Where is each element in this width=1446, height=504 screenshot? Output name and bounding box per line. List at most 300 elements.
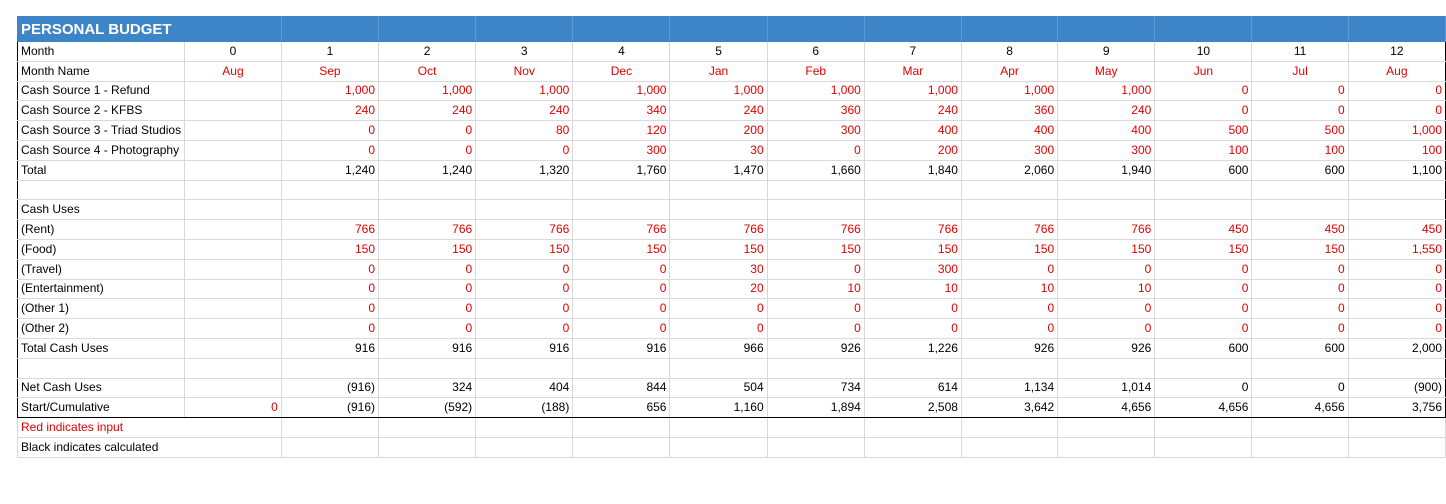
input-cell[interactable]: 0 <box>1058 299 1155 319</box>
input-cell[interactable]: 1,000 <box>670 81 767 101</box>
title-band[interactable] <box>1252 17 1348 42</box>
month-number[interactable]: 10 <box>1155 42 1252 62</box>
calc-cell[interactable]: 2,508 <box>864 398 961 418</box>
input-cell[interactable]: 0 <box>961 319 1057 339</box>
month-number[interactable]: 0 <box>185 42 282 62</box>
input-cell[interactable]: 150 <box>1155 239 1252 259</box>
input-cell[interactable]: 360 <box>961 101 1057 121</box>
input-cell[interactable]: 0 <box>864 319 961 339</box>
empty-cell[interactable] <box>1252 200 1348 220</box>
month-name[interactable]: Jan <box>670 61 767 81</box>
input-cell[interactable]: 450 <box>1348 220 1445 240</box>
calc-cell[interactable]: 600 <box>1252 338 1348 358</box>
row-label[interactable]: Month Name <box>18 61 185 81</box>
input-cell[interactable]: 0 <box>767 140 864 160</box>
calc-cell[interactable]: 1,160 <box>670 398 767 418</box>
row-label[interactable]: Total Cash Uses <box>18 338 185 358</box>
input-cell[interactable]: 0 <box>281 259 378 279</box>
empty-cell[interactable] <box>670 418 767 438</box>
input-cell[interactable]: 400 <box>961 121 1057 141</box>
empty-cell[interactable] <box>573 358 670 378</box>
input-cell[interactable]: 0 <box>767 259 864 279</box>
calc-cell[interactable]: (916) <box>281 378 378 398</box>
input-cell[interactable]: 0 <box>379 319 476 339</box>
month-number[interactable]: 7 <box>864 42 961 62</box>
input-cell[interactable]: 0 <box>1252 101 1348 121</box>
month-name[interactable]: Aug <box>185 61 282 81</box>
input-cell[interactable]: 0 <box>1155 81 1252 101</box>
empty-cell[interactable] <box>379 200 476 220</box>
input-cell[interactable]: 0 <box>1058 319 1155 339</box>
input-cell[interactable]: 300 <box>767 121 864 141</box>
empty-cell[interactable] <box>476 437 573 457</box>
row-label[interactable]: (Rent) <box>18 220 185 240</box>
empty-cell[interactable] <box>961 180 1057 200</box>
empty-cell[interactable] <box>1155 418 1252 438</box>
empty-cell[interactable] <box>670 180 767 200</box>
empty-cell[interactable] <box>476 358 573 378</box>
empty-cell[interactable] <box>767 200 864 220</box>
calc-cell[interactable]: 614 <box>864 378 961 398</box>
empty-cell[interactable] <box>1155 437 1252 457</box>
empty-cell[interactable] <box>18 358 185 378</box>
input-cell[interactable]: 0 <box>1348 299 1445 319</box>
empty-cell[interactable] <box>961 358 1057 378</box>
input-cell[interactable]: 1,000 <box>281 81 378 101</box>
calc-cell[interactable]: 4,656 <box>1252 398 1348 418</box>
empty-cell[interactable] <box>1348 437 1445 457</box>
empty-cell[interactable] <box>185 279 282 299</box>
empty-cell[interactable] <box>767 180 864 200</box>
input-cell[interactable]: 766 <box>379 220 476 240</box>
input-cell[interactable]: 0 <box>573 319 670 339</box>
calc-cell[interactable]: 1,760 <box>573 160 670 180</box>
empty-cell[interactable] <box>1155 358 1252 378</box>
input-cell[interactable]: 0 <box>1155 279 1252 299</box>
input-cell[interactable]: 0 <box>1155 319 1252 339</box>
calc-cell[interactable]: 916 <box>476 338 573 358</box>
input-cell[interactable]: 0 <box>670 299 767 319</box>
input-cell[interactable]: 766 <box>767 220 864 240</box>
title-band[interactable] <box>864 17 961 42</box>
input-cell[interactable]: 240 <box>476 101 573 121</box>
sheet-title[interactable]: PERSONAL BUDGET <box>18 17 282 42</box>
row-label[interactable]: (Food) <box>18 239 185 259</box>
input-cell[interactable]: 1,000 <box>1348 121 1445 141</box>
title-band[interactable] <box>670 17 767 42</box>
input-cell[interactable]: 400 <box>864 121 961 141</box>
empty-cell[interactable] <box>185 259 282 279</box>
input-cell[interactable]: 150 <box>1058 239 1155 259</box>
input-cell[interactable]: 300 <box>961 140 1057 160</box>
calc-cell[interactable]: 1,320 <box>476 160 573 180</box>
calc-cell[interactable]: 916 <box>379 338 476 358</box>
input-cell[interactable]: 0 <box>476 299 573 319</box>
input-cell[interactable]: 1,000 <box>1058 81 1155 101</box>
input-cell[interactable]: 150 <box>670 239 767 259</box>
calc-cell[interactable]: 2,000 <box>1348 338 1445 358</box>
calc-cell[interactable]: 1,134 <box>961 378 1057 398</box>
empty-cell[interactable] <box>1155 180 1252 200</box>
input-cell[interactable]: 0 <box>1155 299 1252 319</box>
input-cell[interactable]: 150 <box>281 239 378 259</box>
empty-cell[interactable] <box>379 437 476 457</box>
input-cell[interactable]: 30 <box>670 259 767 279</box>
empty-cell[interactable] <box>767 437 864 457</box>
empty-cell[interactable] <box>185 220 282 240</box>
input-cell[interactable]: 0 <box>1058 259 1155 279</box>
empty-cell[interactable] <box>573 200 670 220</box>
month-number[interactable]: 4 <box>573 42 670 62</box>
calc-cell[interactable]: 916 <box>573 338 670 358</box>
input-cell[interactable]: 0 <box>961 299 1057 319</box>
month-name[interactable]: Jul <box>1252 61 1348 81</box>
input-cell[interactable]: 150 <box>1252 239 1348 259</box>
input-cell[interactable]: 0 <box>281 319 378 339</box>
calc-cell[interactable]: 3,756 <box>1348 398 1445 418</box>
month-name[interactable]: Jun <box>1155 61 1252 81</box>
input-cell[interactable]: 240 <box>281 101 378 121</box>
input-cell[interactable]: 20 <box>670 279 767 299</box>
input-cell[interactable]: 400 <box>1058 121 1155 141</box>
input-cell[interactable]: 150 <box>573 239 670 259</box>
title-band[interactable] <box>1155 17 1252 42</box>
empty-cell[interactable] <box>961 418 1057 438</box>
input-cell[interactable]: 766 <box>281 220 378 240</box>
empty-cell[interactable] <box>1058 437 1155 457</box>
input-cell[interactable]: 1,000 <box>379 81 476 101</box>
row-label[interactable]: Month <box>18 42 185 62</box>
title-band[interactable] <box>573 17 670 42</box>
title-band[interactable] <box>476 17 573 42</box>
input-cell[interactable]: 0 <box>1348 81 1445 101</box>
input-cell[interactable]: 1,000 <box>864 81 961 101</box>
title-band[interactable] <box>1348 17 1445 42</box>
empty-cell[interactable] <box>1252 358 1348 378</box>
input-cell[interactable]: 0 <box>1252 299 1348 319</box>
input-cell[interactable]: 0 <box>476 319 573 339</box>
empty-cell[interactable] <box>185 378 282 398</box>
empty-cell[interactable] <box>1348 180 1445 200</box>
calc-cell[interactable]: 404 <box>476 378 573 398</box>
empty-cell[interactable] <box>767 358 864 378</box>
calc-cell[interactable]: 926 <box>1058 338 1155 358</box>
month-number[interactable]: 5 <box>670 42 767 62</box>
empty-cell[interactable] <box>18 180 185 200</box>
input-cell[interactable]: 0 <box>281 121 378 141</box>
input-cell[interactable]: 0 <box>1348 279 1445 299</box>
empty-cell[interactable] <box>864 200 961 220</box>
input-cell[interactable]: 450 <box>1252 220 1348 240</box>
input-cell[interactable]: 150 <box>961 239 1057 259</box>
input-cell[interactable]: 300 <box>864 259 961 279</box>
title-band[interactable] <box>767 17 864 42</box>
input-cell[interactable]: 10 <box>961 279 1057 299</box>
input-cell[interactable]: 0 <box>767 299 864 319</box>
input-cell[interactable]: 300 <box>573 140 670 160</box>
empty-cell[interactable] <box>379 358 476 378</box>
input-cell[interactable]: 0 <box>1252 279 1348 299</box>
empty-cell[interactable] <box>185 121 282 141</box>
row-label[interactable]: Cash Source 3 - Triad Studios <box>18 121 185 141</box>
row-label[interactable]: Net Cash Uses <box>18 378 185 398</box>
empty-cell[interactable] <box>185 101 282 121</box>
input-cell[interactable]: 766 <box>1058 220 1155 240</box>
title-band[interactable] <box>379 17 476 42</box>
input-cell[interactable]: 340 <box>573 101 670 121</box>
calc-cell[interactable]: 844 <box>573 378 670 398</box>
empty-cell[interactable] <box>1155 200 1252 220</box>
input-cell[interactable]: 1,000 <box>573 81 670 101</box>
calc-cell[interactable]: 926 <box>961 338 1057 358</box>
input-cell[interactable]: 150 <box>476 239 573 259</box>
calc-cell[interactable]: 1,894 <box>767 398 864 418</box>
empty-cell[interactable] <box>185 338 282 358</box>
calc-cell[interactable]: 916 <box>281 338 378 358</box>
empty-cell[interactable] <box>1252 180 1348 200</box>
empty-cell[interactable] <box>1058 200 1155 220</box>
input-cell[interactable]: 150 <box>864 239 961 259</box>
empty-cell[interactable] <box>185 81 282 101</box>
calc-cell[interactable]: 966 <box>670 338 767 358</box>
calc-cell[interactable]: (900) <box>1348 378 1445 398</box>
calc-cell[interactable]: 600 <box>1252 160 1348 180</box>
row-label[interactable]: Cash Source 4 - Photography <box>18 140 185 160</box>
input-cell[interactable]: 150 <box>379 239 476 259</box>
input-cell[interactable]: 0 <box>767 319 864 339</box>
title-band[interactable] <box>281 17 378 42</box>
empty-cell[interactable] <box>281 358 378 378</box>
calc-cell[interactable]: 3,642 <box>961 398 1057 418</box>
empty-cell[interactable] <box>1058 358 1155 378</box>
empty-cell[interactable] <box>670 200 767 220</box>
input-cell[interactable]: 0 <box>1155 259 1252 279</box>
input-cell[interactable]: 0 <box>379 121 476 141</box>
input-cell[interactable]: 120 <box>573 121 670 141</box>
empty-cell[interactable] <box>281 200 378 220</box>
row-label[interactable]: (Other 2) <box>18 319 185 339</box>
input-cell[interactable]: 0 <box>864 299 961 319</box>
section-label[interactable]: Cash Uses <box>18 200 185 220</box>
empty-cell[interactable] <box>185 299 282 319</box>
input-cell[interactable]: 100 <box>1348 140 1445 160</box>
row-label[interactable]: Cash Source 2 - KFBS <box>18 101 185 121</box>
empty-cell[interactable] <box>573 180 670 200</box>
calc-cell[interactable]: 0 <box>1252 378 1348 398</box>
empty-cell[interactable] <box>1058 418 1155 438</box>
input-cell[interactable]: 10 <box>767 279 864 299</box>
input-cell[interactable]: 0 <box>573 259 670 279</box>
input-cell[interactable]: 450 <box>1155 220 1252 240</box>
empty-cell[interactable] <box>1252 437 1348 457</box>
empty-cell[interactable] <box>185 239 282 259</box>
empty-cell[interactable] <box>476 418 573 438</box>
month-number[interactable]: 9 <box>1058 42 1155 62</box>
calc-cell[interactable]: 504 <box>670 378 767 398</box>
empty-cell[interactable] <box>1348 358 1445 378</box>
empty-cell[interactable] <box>281 437 378 457</box>
month-number[interactable]: 1 <box>281 42 378 62</box>
calc-cell[interactable]: (592) <box>379 398 476 418</box>
input-cell[interactable]: 0 <box>379 279 476 299</box>
empty-cell[interactable] <box>281 418 378 438</box>
month-name[interactable]: Nov <box>476 61 573 81</box>
month-name[interactable]: Apr <box>961 61 1057 81</box>
empty-cell[interactable] <box>961 200 1057 220</box>
input-cell[interactable]: 0 <box>281 299 378 319</box>
input-cell[interactable]: 360 <box>767 101 864 121</box>
input-cell[interactable]: 240 <box>864 101 961 121</box>
empty-cell[interactable] <box>864 437 961 457</box>
input-cell[interactable]: 766 <box>573 220 670 240</box>
calc-cell[interactable]: 4,656 <box>1058 398 1155 418</box>
title-band[interactable] <box>1058 17 1155 42</box>
input-cell[interactable]: 0 <box>379 299 476 319</box>
calc-cell[interactable]: 1,660 <box>767 160 864 180</box>
month-number[interactable]: 6 <box>767 42 864 62</box>
input-cell[interactable]: 0 <box>1348 319 1445 339</box>
empty-cell[interactable] <box>573 418 670 438</box>
input-cell[interactable]: 500 <box>1252 121 1348 141</box>
empty-cell[interactable] <box>1252 418 1348 438</box>
month-name[interactable]: Feb <box>767 61 864 81</box>
calc-cell[interactable]: 1,226 <box>864 338 961 358</box>
empty-cell[interactable] <box>185 180 282 200</box>
input-cell[interactable]: 100 <box>1155 140 1252 160</box>
month-number[interactable]: 2 <box>379 42 476 62</box>
calc-cell[interactable]: 2,060 <box>961 160 1057 180</box>
empty-cell[interactable] <box>185 358 282 378</box>
empty-cell[interactable] <box>767 418 864 438</box>
empty-cell[interactable] <box>864 358 961 378</box>
title-band[interactable] <box>961 17 1057 42</box>
calc-cell[interactable]: 1,014 <box>1058 378 1155 398</box>
input-cell[interactable]: 766 <box>961 220 1057 240</box>
row-label[interactable]: Total <box>18 160 185 180</box>
input-cell[interactable]: 0 <box>1348 259 1445 279</box>
row-label[interactable]: Start/Cumulative <box>18 398 185 418</box>
input-cell[interactable]: 0 <box>476 259 573 279</box>
calc-cell[interactable]: 600 <box>1155 160 1252 180</box>
empty-cell[interactable] <box>961 437 1057 457</box>
input-cell[interactable]: 10 <box>1058 279 1155 299</box>
row-label[interactable]: (Entertainment) <box>18 279 185 299</box>
input-cell[interactable]: 150 <box>767 239 864 259</box>
calc-cell[interactable]: (188) <box>476 398 573 418</box>
input-cell[interactable]: 10 <box>864 279 961 299</box>
month-name[interactable]: Dec <box>573 61 670 81</box>
input-cell[interactable]: 300 <box>1058 140 1155 160</box>
input-cell[interactable]: 1,000 <box>476 81 573 101</box>
input-cell[interactable]: 0 <box>1252 259 1348 279</box>
row-label[interactable]: (Travel) <box>18 259 185 279</box>
empty-cell[interactable] <box>379 418 476 438</box>
month-name[interactable]: Sep <box>281 61 378 81</box>
calc-cell[interactable]: (916) <box>281 398 378 418</box>
input-cell[interactable]: 240 <box>1058 101 1155 121</box>
calc-cell[interactable]: 1,470 <box>670 160 767 180</box>
input-cell[interactable]: 200 <box>670 121 767 141</box>
input-cell[interactable]: 0 <box>281 279 378 299</box>
empty-cell[interactable] <box>1348 418 1445 438</box>
empty-cell[interactable] <box>281 180 378 200</box>
input-cell[interactable]: 200 <box>864 140 961 160</box>
input-cell[interactable]: 766 <box>670 220 767 240</box>
calc-cell[interactable]: 600 <box>1155 338 1252 358</box>
calc-cell[interactable]: 656 <box>573 398 670 418</box>
input-cell[interactable]: 0 <box>1252 319 1348 339</box>
empty-cell[interactable] <box>379 180 476 200</box>
input-cell[interactable]: 0 <box>1348 101 1445 121</box>
month-number[interactable]: 12 <box>1348 42 1445 62</box>
input-cell[interactable]: 0 <box>573 299 670 319</box>
input-cell[interactable]: 1,000 <box>767 81 864 101</box>
month-name[interactable]: May <box>1058 61 1155 81</box>
calc-cell[interactable]: 1,240 <box>281 160 378 180</box>
input-cell[interactable]: 766 <box>864 220 961 240</box>
input-cell[interactable]: 0 <box>281 140 378 160</box>
empty-cell[interactable] <box>185 200 282 220</box>
input-cell[interactable]: 240 <box>670 101 767 121</box>
input-cell[interactable]: 240 <box>379 101 476 121</box>
input-cell[interactable]: 0 <box>379 140 476 160</box>
calc-cell[interactable]: 1,940 <box>1058 160 1155 180</box>
empty-cell[interactable] <box>1348 200 1445 220</box>
empty-cell[interactable] <box>670 358 767 378</box>
input-cell[interactable]: 0 <box>670 319 767 339</box>
input-cell[interactable]: 80 <box>476 121 573 141</box>
input-cell[interactable]: 1,000 <box>961 81 1057 101</box>
calc-cell[interactable]: 734 <box>767 378 864 398</box>
empty-cell[interactable] <box>670 437 767 457</box>
empty-cell[interactable] <box>573 437 670 457</box>
row-label[interactable]: (Other 1) <box>18 299 185 319</box>
calc-cell[interactable]: 324 <box>379 378 476 398</box>
input-cell[interactable]: 0 <box>1155 101 1252 121</box>
empty-cell[interactable] <box>1058 180 1155 200</box>
calc-cell[interactable]: 4,656 <box>1155 398 1252 418</box>
input-cell[interactable]: 500 <box>1155 121 1252 141</box>
empty-cell[interactable] <box>476 200 573 220</box>
input-cell[interactable]: 0 <box>1252 81 1348 101</box>
month-number[interactable]: 8 <box>961 42 1057 62</box>
input-cell[interactable]: 0 <box>476 140 573 160</box>
input-cell[interactable]: 0 <box>961 259 1057 279</box>
input-cell[interactable]: 766 <box>476 220 573 240</box>
input-cell[interactable]: 0 <box>476 279 573 299</box>
empty-cell[interactable] <box>864 418 961 438</box>
row-label[interactable]: Cash Source 1 - Refund <box>18 81 185 101</box>
empty-cell[interactable] <box>185 319 282 339</box>
calc-cell[interactable]: 1,240 <box>379 160 476 180</box>
input-cell[interactable]: 30 <box>670 140 767 160</box>
input-cell[interactable]: 0 <box>573 279 670 299</box>
month-number[interactable]: 11 <box>1252 42 1348 62</box>
month-name[interactable]: Oct <box>379 61 476 81</box>
month-number[interactable]: 3 <box>476 42 573 62</box>
empty-cell[interactable] <box>185 160 282 180</box>
input-cell[interactable]: 1,550 <box>1348 239 1445 259</box>
empty-cell[interactable] <box>476 180 573 200</box>
month-name[interactable]: Aug <box>1348 61 1445 81</box>
empty-cell[interactable] <box>185 140 282 160</box>
month-name[interactable]: Mar <box>864 61 961 81</box>
start-input-cell[interactable]: 0 <box>185 398 282 418</box>
input-cell[interactable]: 0 <box>379 259 476 279</box>
calc-cell[interactable]: 1,100 <box>1348 160 1445 180</box>
input-cell[interactable]: 100 <box>1252 140 1348 160</box>
calc-cell[interactable]: 0 <box>1155 378 1252 398</box>
